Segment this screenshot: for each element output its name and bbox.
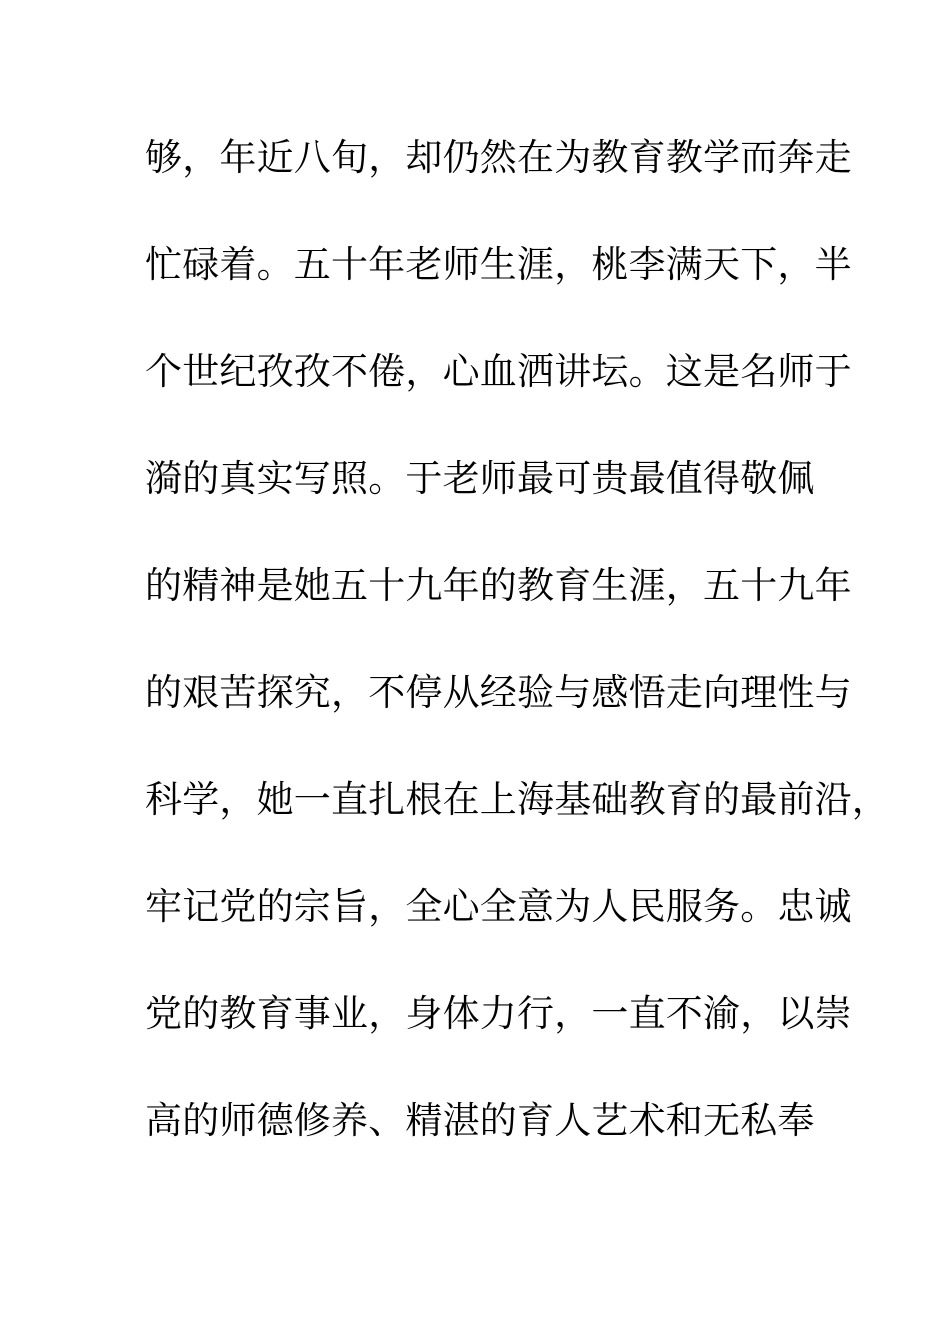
text-line-6: 的艰苦探究，不停从经验与感悟走向理性与 [145,671,852,714]
text-line-9: 党的教育事业，身体力行，一直不渝，以崇 [145,992,852,1035]
text-line-5: 的精神是她五十九年的教育生涯，五十九年 [145,564,852,607]
text-line-8: 牢记党的宗旨，全心全意为人民服务。忠诚 [145,885,852,928]
text-line-1: 够，年近八旬，却仍然在为教育教学而奔走 [145,136,852,179]
text-line-3: 个世纪孜孜不倦，心血洒讲坛。这是名师于 [145,350,852,393]
text-line-7: 科学，她一直扎根在上海基础教育的最前沿， [145,778,889,821]
text-line-10: 高的师德修养、精湛的育人艺术和无私奉 [145,1099,815,1142]
body-text [145,126,889,1196]
text-line-4: 漪的真实写照。于老师最可贵最值得敬佩 [145,457,815,500]
text-line-2: 忙碌着。五十年老师生涯，桃李满天下，半 [145,243,852,286]
